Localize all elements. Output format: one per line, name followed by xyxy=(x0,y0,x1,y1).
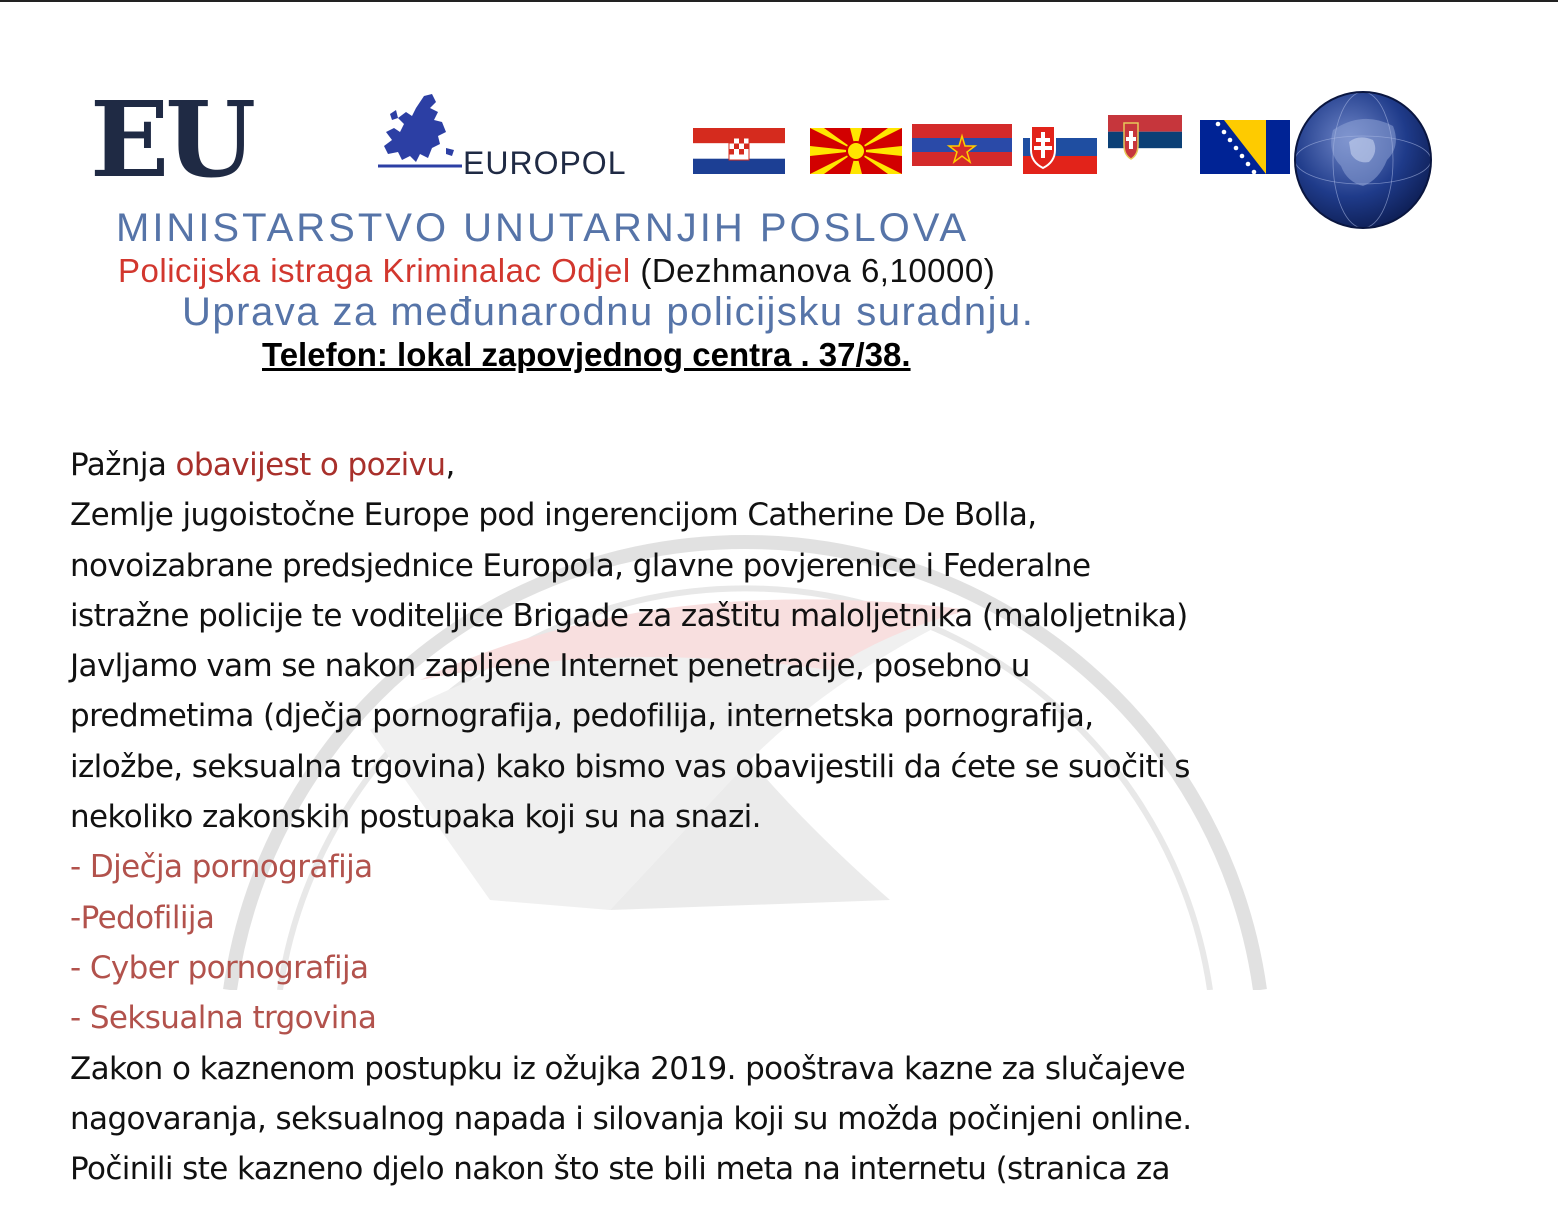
offense-item: - Cyber pornografija xyxy=(70,949,369,986)
slovakia-flag-icon xyxy=(1023,120,1097,174)
greeting-prefix: Pažnja xyxy=(70,447,176,483)
ministry-title: MINISTARSTVO UNUTARNJIH POSLOVA xyxy=(116,206,970,250)
paragraph1-line: istražne policije te voditeljice Brigade za zaštitu maloljetnika (maloljetnika) xyxy=(70,597,1188,634)
offense-item: - Seksualna trgovina xyxy=(70,1000,377,1037)
paragraph1-line: novoizabrane predsjednice Europola, glavne povjerenice i Federalne xyxy=(70,547,1091,584)
north-macedonia-flag-icon xyxy=(810,128,902,174)
letter-body xyxy=(70,440,1540,1194)
unit-line xyxy=(118,252,995,290)
paragraph2-line: nagovaranja, seksualnog napada i silovanja koji su možda počinjeni online. xyxy=(70,1100,1192,1137)
greeting-suffix: , xyxy=(445,447,455,483)
paragraph1-line: Zemlje jugoistočne Europe pod ingerencijom Catherine De Bolla, xyxy=(70,497,1037,534)
top-border xyxy=(0,0,1558,2)
serbia-flag-icon xyxy=(1108,115,1182,165)
eu-logo: EU xyxy=(90,78,252,201)
offense-item: - Dječja pornografija xyxy=(70,849,373,886)
directorate-title: Uprava za međunarodnu policijsku suradnju. xyxy=(182,290,1035,334)
europe-map-icon xyxy=(376,92,466,172)
unit-name: Policijska istraga Kriminalac Odjel xyxy=(118,252,631,289)
paragraph1-line: nekoliko zakonskih postupaka koji su na snazi. xyxy=(70,799,761,836)
croatia-flag-icon xyxy=(693,128,785,174)
greeting-highlight: obavijest o pozivu xyxy=(175,447,446,483)
paragraph2-line: Počinili ste kazneno djelo nakon što ste bili meta na internetu (stranica za xyxy=(70,1151,1170,1188)
paragraph1-line: predmetima (dječja pornografija, pedofilija, internetska pornografija, xyxy=(70,698,1094,735)
phone-line: Telefon: lokal zapovjednog centra . 37/38. xyxy=(262,336,911,373)
paragraph1-line: izložbe, seksualna trgovina) kako bismo vas obavijestili da ćete se suočiti s xyxy=(70,748,1190,785)
bosnia-flag-icon xyxy=(1200,120,1290,174)
montenegro-flag-icon xyxy=(912,124,1012,166)
offense-item: -Pedofilija xyxy=(70,899,215,936)
paragraph2-line: Zakon o kaznenom postupku iz ožujka 2019. pooštrava kazne za slučajeve xyxy=(70,1050,1186,1087)
unit-address: (Dezhmanova 6,10000) xyxy=(630,252,996,289)
greeting-line xyxy=(70,440,1540,490)
globe-icon xyxy=(1293,90,1433,230)
europol-label: EUROPOL xyxy=(463,145,627,181)
paragraph1-line: Javljamo vam se nakon zapljene Internet penetracije, posebno u xyxy=(70,648,1030,685)
